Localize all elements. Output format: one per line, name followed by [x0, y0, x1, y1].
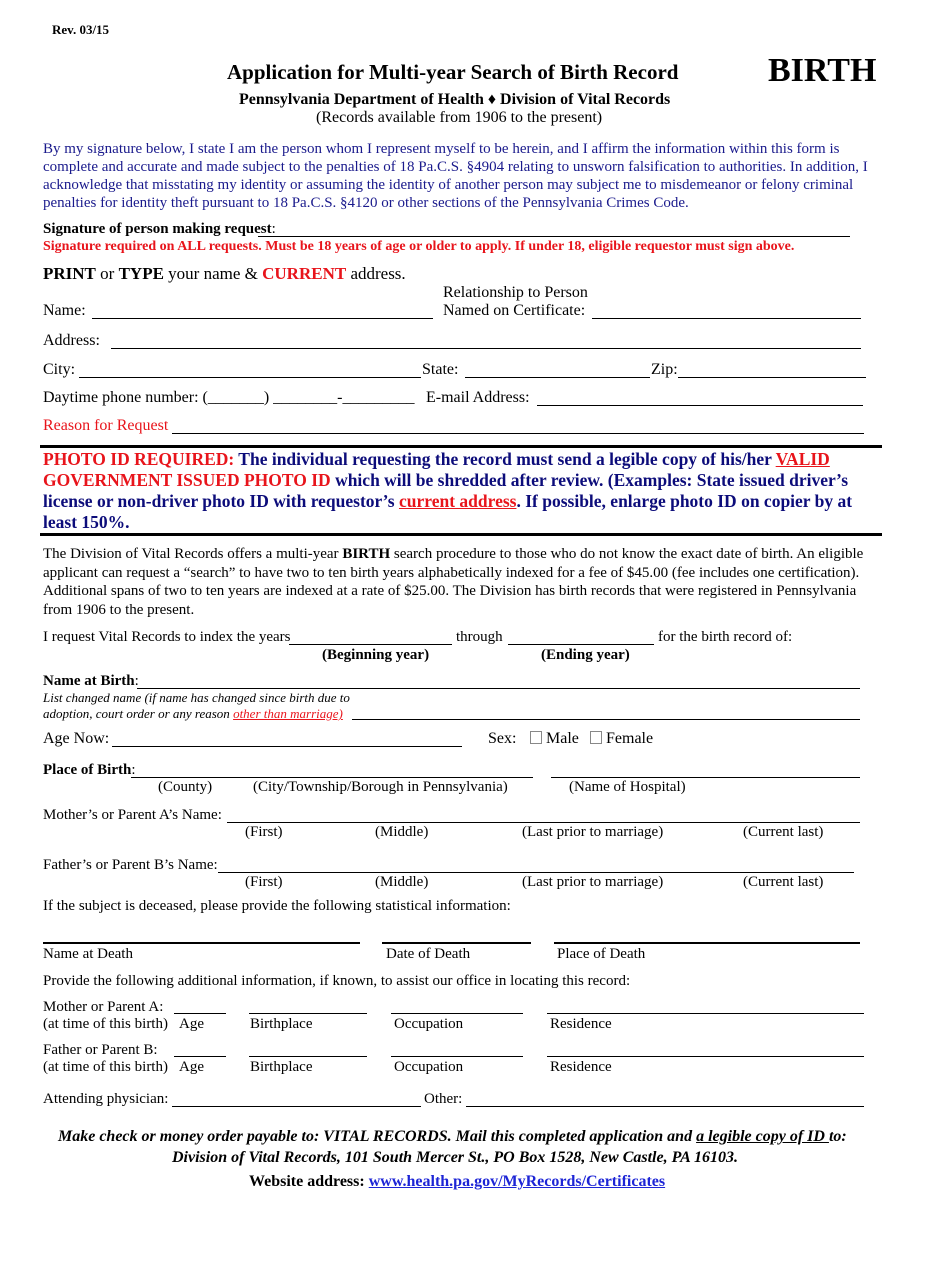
male-option[interactable]: [530, 730, 579, 748]
father-birthplace-label: Birthplace: [250, 1059, 313, 1075]
changed-name-note-line1: List changed name (if name has changed since birth due to: [43, 690, 350, 705]
sex-label: Sex:: [488, 730, 517, 747]
place-of-death-field[interactable]: [554, 942, 860, 944]
payment-instructions-line1: [58, 1128, 847, 1146]
father-name-field[interactable]: [218, 872, 854, 873]
mother-current-last-label: (Current last): [743, 824, 824, 840]
hospital-label: (Name of Hospital): [569, 779, 686, 795]
form-title: Application for Multi-year Search of Birth Record: [227, 60, 679, 84]
signature-label: Signature of person making request: [43, 221, 272, 237]
email-field[interactable]: [537, 405, 863, 406]
attending-physician-label: Attending physician:: [43, 1091, 169, 1107]
beginning-year-field[interactable]: [289, 644, 452, 645]
age-now-field[interactable]: [112, 746, 462, 747]
website-link[interactable]: www.health.pa.gov/MyRecords/Certificates: [368, 1173, 666, 1190]
name-at-birth-colon: :: [134, 673, 139, 689]
date-of-death-field[interactable]: [382, 942, 531, 944]
mother-parent-a-label: Mother or Parent A:: [43, 999, 164, 1015]
city-label: City:: [43, 361, 76, 378]
father-first-label: (First): [245, 874, 283, 890]
father-occupation-field[interactable]: [391, 1056, 523, 1057]
birth-word: BIRTH: [342, 546, 391, 562]
mailing-address: Division of Vital Records, 101 South Mercer St., PO Box 1528, New Castle, PA 16103.: [172, 1149, 738, 1166]
signature-requirement-note: Signature required on ALL requests. Must be 18 years of age or older to apply. If under 18, eligible requestor must sign above.: [43, 239, 795, 254]
other-field[interactable]: [466, 1106, 864, 1107]
state-label: State:: [422, 361, 459, 378]
signature-label-group: [43, 221, 276, 238]
birth-record-of-text: for the birth record of:: [658, 629, 793, 645]
changed-name-reason: adoption, court order or any reason: [43, 706, 234, 721]
or-word: or: [95, 264, 119, 283]
relationship-label-line2: Named on Certificate:: [443, 302, 586, 319]
name-at-birth-label: Name at Birth: [43, 673, 135, 689]
current-word: CURRENT: [262, 264, 347, 283]
mother-time-of-birth: (at time of this birth): [43, 1016, 168, 1032]
mother-last-prior-label: (Last prior to marriage): [522, 824, 664, 840]
father-age-label: Age: [179, 1059, 204, 1075]
mother-name-field[interactable]: [227, 822, 860, 823]
father-residence-label: Residence: [550, 1059, 612, 1075]
mother-name-label: Mother’s or Parent A’s Name:: [43, 807, 222, 823]
index-request-text: I request Vital Records to index the years: [43, 629, 291, 645]
place-of-birth-field[interactable]: [131, 777, 533, 778]
current-address-word: current address: [398, 491, 517, 511]
print-word: PRINT: [43, 264, 96, 283]
name-at-birth-label-group: [43, 673, 139, 690]
division-name: Division of Vital Records: [500, 91, 671, 108]
photo-id-text-2: which will be shredded after review. (Examples: State issued driver’s license or non-driver photo ID with requestor’s: [43, 470, 849, 511]
name-field[interactable]: [92, 318, 433, 319]
deceased-intro: If the subject is deceased, please provide the following statistical information:: [43, 898, 511, 914]
photo-id-required-label: PHOTO ID REQUIRED:: [43, 449, 235, 469]
male-label: Male: [546, 730, 579, 747]
records-availability-note: (Records available from 1906 to the present): [316, 109, 603, 126]
reason-label: Reason for Request: [43, 417, 169, 434]
valid-word: VALID: [775, 449, 830, 469]
mother-birthplace-label: Birthplace: [250, 1016, 313, 1032]
state-field[interactable]: [465, 377, 650, 378]
father-current-last-label: (Current last): [743, 874, 824, 890]
other-than-marriage: other than marriage): [233, 706, 343, 721]
name-address-text: your name &: [163, 264, 263, 283]
mother-occupation-field[interactable]: [391, 1013, 523, 1014]
name-at-death-field[interactable]: [43, 942, 360, 944]
photo-id-text-3: . If possible, enlarge photo ID on copier by at least 150%.: [43, 491, 853, 532]
female-label: Female: [606, 730, 654, 747]
zip-field[interactable]: [678, 377, 866, 378]
mother-middle-label: (Middle): [375, 824, 429, 840]
city-field[interactable]: [79, 377, 421, 378]
phone-label[interactable]: Daytime phone number: (_______) ________-_________: [43, 389, 415, 406]
date-of-death-label: Date of Death: [386, 946, 471, 962]
divider-top: [40, 445, 882, 448]
address-word: address.: [346, 264, 406, 283]
department-line: [239, 91, 670, 109]
government-photo-id: GOVERNMENT ISSUED PHOTO ID: [43, 470, 331, 490]
description-text-2: search procedure to those who do not know the exact date of birth. An eligible applicant can request a “search” to have two to ten birth years alphabetically indexed for a fee of $45.00 (fee includes one certification). Additional spans of two to ten years are indexed at a rate of $25.00. The Division has birth records that were registered in Pennsylvania from 1906 to the present.: [43, 546, 864, 618]
description-text-1: The Division of Vital Records offers a multi-year: [43, 546, 343, 562]
revision-label: Rev. 03/15: [52, 22, 110, 37]
website-line: [249, 1173, 665, 1191]
place-of-birth-label-group: [43, 762, 135, 779]
address-label: Address:: [43, 332, 100, 349]
print-instruction: [43, 264, 406, 284]
payment-text: Make check or money order payable to: VITAL RECORDS. Mail this completed application and: [58, 1128, 697, 1145]
attending-physician-field[interactable]: [172, 1106, 421, 1107]
female-checkbox[interactable]: [590, 731, 602, 744]
father-birthplace-field[interactable]: [249, 1056, 367, 1057]
mother-residence-field[interactable]: [547, 1013, 864, 1014]
mother-age-field[interactable]: [174, 1013, 226, 1014]
to-word: to:: [828, 1128, 847, 1145]
father-occupation-label: Occupation: [394, 1059, 464, 1075]
photo-id-text-1: The individual requesting the record must send a legible copy of his/her: [234, 449, 776, 469]
mother-residence-label: Residence: [550, 1016, 612, 1032]
ending-year-label: (Ending year): [541, 647, 630, 663]
mother-first-label: (First): [245, 824, 283, 840]
male-checkbox[interactable]: [530, 731, 542, 744]
age-now-label: Age Now:: [43, 730, 110, 747]
place-of-birth-label: Place of Birth: [43, 762, 132, 778]
mother-age-label: Age: [179, 1016, 204, 1032]
relationship-label-line1: Relationship to Person: [443, 284, 588, 301]
father-residence-field[interactable]: [547, 1056, 864, 1057]
divider-bottom: [40, 533, 882, 536]
through-text: through: [456, 629, 503, 645]
email-label: E-mail Address:: [426, 389, 530, 406]
place-of-death-label: Place of Death: [557, 946, 646, 962]
signature-field[interactable]: [258, 236, 850, 237]
signature-colon: :: [271, 221, 276, 237]
photo-id-notice: [43, 449, 885, 533]
zip-label: Zip:: [651, 361, 678, 378]
father-last-prior-label: (Last prior to marriage): [522, 874, 664, 890]
name-at-birth-field[interactable]: [137, 688, 860, 689]
hospital-field[interactable]: [551, 777, 860, 778]
diamond-separator-icon: ♦: [487, 91, 497, 108]
place-of-birth-colon: :: [131, 762, 136, 778]
department-name: Pennsylvania Department of Health: [239, 91, 484, 108]
changed-name-note-line2: [43, 706, 343, 722]
father-name-label: Father’s or Parent B’s Name:: [43, 857, 218, 873]
mother-birthplace-field[interactable]: [249, 1013, 367, 1014]
name-label: Name:: [43, 302, 86, 319]
name-at-death-label: Name at Death: [43, 946, 133, 962]
father-time-of-birth: (at time of this birth): [43, 1059, 168, 1075]
address-field[interactable]: [111, 348, 861, 349]
legible-copy-id: a legible copy of ID: [696, 1128, 829, 1145]
county-label: (County): [158, 779, 213, 795]
reason-field[interactable]: [172, 433, 864, 434]
female-option[interactable]: [590, 730, 653, 748]
additional-info-intro: Provide the following additional information, if known, to assist our office in locating this record:: [43, 973, 631, 989]
mother-occupation-label: Occupation: [394, 1016, 464, 1032]
search-description: [43, 545, 885, 619]
father-age-field[interactable]: [174, 1056, 226, 1057]
website-label: Website address:: [249, 1173, 369, 1190]
ending-year-field[interactable]: [508, 644, 654, 645]
other-label: Other:: [424, 1091, 463, 1107]
affirmation-statement: By my signature below, I state I am the person whom I represent myself to be herein, and I affirm the information within this form is complete and accurate and made subject to the penalties of 18 Pa.C.S. §4904 relating to unsworn falsification to authorities. In addition, I acknowledge that misstating my identity or assuming the identity of another person may subject me to misdemeanor or felony criminal penalties for identity theft pursuant to 18 Pa.C.S. §4120 or other sections of the Pennsylvania Crimes Code.: [43, 141, 868, 211]
father-middle-label: (Middle): [375, 874, 429, 890]
type-word: TYPE: [118, 264, 164, 283]
city-township-label: (City/Township/Borough in Pennsylvania): [253, 779, 508, 795]
relationship-field[interactable]: [592, 318, 861, 319]
changed-name-field[interactable]: [352, 719, 860, 720]
beginning-year-label: (Beginning year): [322, 647, 430, 663]
birth-badge: BIRTH: [768, 52, 877, 89]
father-parent-b-label: Father or Parent B:: [43, 1042, 158, 1058]
